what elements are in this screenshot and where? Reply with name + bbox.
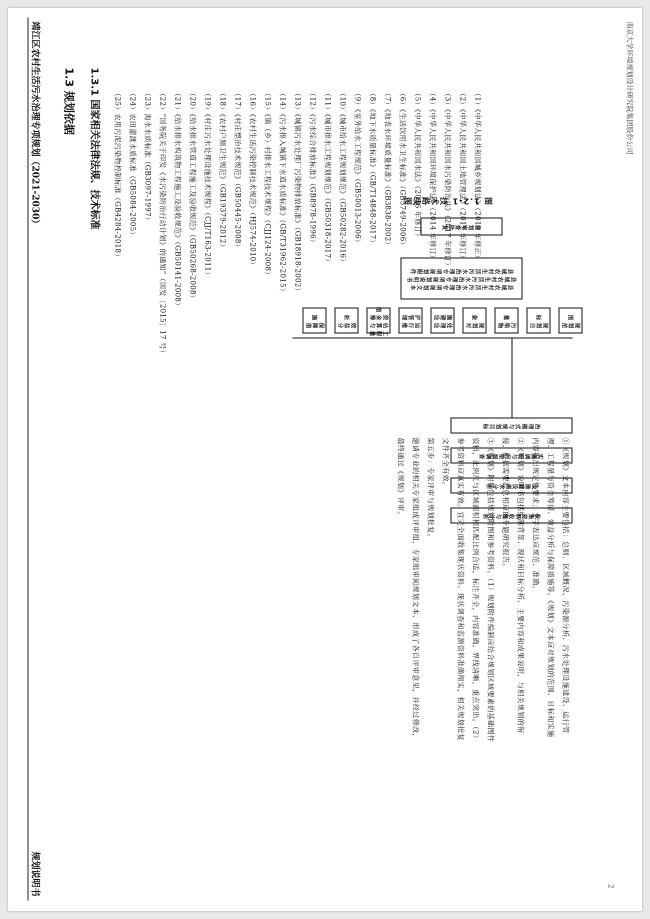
standard-item: （19）《村庄污水处理设施技术规程》（CJJ/T163-2011） [203, 89, 212, 279]
flow-branch-box: 工程量估算与资金筹措 [367, 308, 391, 334]
heading-subsection: 1.3.1 国家相关法律法规、技术标准 [88, 67, 100, 230]
flow-connector [512, 338, 513, 418]
standard-item: （21）《给水排水构筑物工程施工及验收规范》（GB50141-2008） [173, 89, 182, 310]
standard-item: （10）《城市给水工程规划规范》（GB50282-2016） [338, 89, 347, 266]
flow-branch-box: 规划对象 [463, 308, 487, 334]
heading-section: 1.3 规划依据 [62, 67, 76, 135]
flow-branch-box: 污染物量 [495, 308, 519, 334]
header-section: 规划说明书 [29, 851, 40, 897]
paragraph-line: ①《规划》文本内容主要包括：总则、区域概况、污染源分析、污水处理设施建设、运行管 [561, 437, 570, 734]
standard-item: （7）《地表水环境质量标准》（GB3838-2002） [383, 89, 392, 249]
standard-item: （15）《镇（乡）村排水工程技术规程》（CJJ124-2008） [263, 89, 272, 279]
figure-caption: 图 1.2-1 技术路线图 [402, 196, 493, 206]
standard-item: （4）《中华人民共和国环境保护法》（2014 年修订） [428, 89, 437, 263]
paragraph-line: 邀请专业的相关专家组成评审组，专家组审阅规划文本、形成了各自评审意见，并经过修改， [411, 437, 420, 741]
standard-item: （9）《室外给水工程规范》（GB50013-2006） [353, 89, 362, 247]
document-page [8, 8, 642, 911]
standard-item: （1）《中华人民共和国城乡规划法》（2019 年修正） [473, 89, 482, 263]
paragraph-line: 第五步：专家评审与规划批复。 [426, 437, 435, 542]
paragraph-line: ②《规划》说明书包括编制背景、现状和目标分析、主要内容和成果说明，与相关规划的衔 [516, 437, 525, 734]
flow-branch-box: 保障措施 [303, 308, 327, 334]
standard-item: （11）《城市排水工程规划规范》（GB50318-2017） [323, 89, 332, 266]
flow-branch-box: 效益分析 [335, 308, 359, 334]
standard-item: （20）《给水排水管道工程施工及验收规范》（GB50268-2008） [188, 89, 197, 303]
flow-branch-box: 规划目标 [527, 308, 551, 334]
paragraph-line: 资料，比例尺与区域面积相匹配比例合适，标注齐全，内容准确，界线清晰，重点突出。（2） [471, 437, 480, 743]
paragraph-line: 最终通过《规划》评审。 [396, 437, 405, 519]
standard-item: （17）《村庄整治技术规范》（GB50445-2008） [233, 89, 242, 251]
standard-item: （24）农田灌溉水质标准（GB5084-2005） [128, 89, 137, 239]
right-column [63, 68, 483, 458]
header-title: 靖江区农村生活污水治理专项规划（2021-2030） [29, 21, 40, 229]
paragraph-line: ③《规划》附件包括规划附图和参考资料。（1）规划附件编制应结合规划区域要素的基础图件 [486, 437, 495, 743]
flow-output-documents: 县域农村生活污水治理专项规划文本 县域农村生活污水治理专项规划说明书 县域农村生活污水治理专项规划附件 [401, 258, 523, 300]
standard-item: （18）《农村户厕卫生规范》（GB19379-2012） [218, 89, 227, 251]
rotated-page-content [9, 8, 643, 911]
standard-item: （16）《农村生活污染控制技术规范》（HJ574-2010） [248, 89, 257, 269]
flow-review-box: 规划审查批复 [421, 218, 503, 236]
standard-item: （23）海水水质标准（GB3097-1997） [143, 89, 152, 225]
standard-item: （25）农用污泥污染物控制标准（GB4284-2018） [113, 89, 122, 261]
paragraph-line: 文件齐全有效。 [441, 437, 450, 490]
standard-item: （6）《生活饮用水卫生标准》（GB5749-2006） [398, 89, 407, 249]
standard-item: （22）“国务院关于印发《水污染防治行动计划》的通知”（国发〔2015〕17 号） [158, 89, 167, 357]
flow-branch-box: 规划范围 [559, 308, 583, 334]
standard-item: （14）《污水排入城镇下水道水质标准》（GB/T31962-2015） [278, 89, 287, 296]
flow-box-demand-analysis: 设施建设需求分析 [451, 478, 573, 494]
standard-item: （5）《中华人民共和国水法》（2016 年修订） [413, 89, 422, 241]
paragraph-line: 内容提出规定性要求；文字表达应规范、准确。 [531, 437, 540, 593]
flow-branch-box: 处理设施建设 [431, 308, 455, 334]
flow-box-data-collection: 收集资料收集与分析 [451, 508, 573, 524]
header-rule [28, 18, 29, 901]
flow-box-treatment-mode: 治理模式与规划目标 [451, 418, 573, 434]
flow-box-field-survey: 实施调研与污染源调查 [451, 448, 573, 464]
paragraph-line: 参考资料应真实有效。宜完全面收集现状资料。现状调查和监测资料准确翔实，相关规划批复 [456, 437, 465, 741]
standard-item: （13）《城镇污水处理厂污染物排放标准》（GB18918-2002） [293, 89, 302, 295]
paragraph-line: 接，根据需要汇总相应的专题研究报告。 [501, 437, 510, 571]
paragraph-line: 理、工程量与资金筹措、效益分析与保障措施等。《规划》文本应对规划的范围、目标和实施 [546, 437, 555, 738]
standard-item: （8）《地下水质量标准》（GB/T14848-2017） [368, 89, 377, 247]
standard-item: （3）《中华人民共和国水污染防治法》（2017 年修订） [443, 89, 452, 270]
standard-item: （12）《污水综合排放标准》（GB8978-1996） [308, 89, 317, 247]
flow-branch-box: 运行维护管理 [399, 308, 423, 334]
standard-item: （2）《中华人民共和国土地管理法》（2019 年修订） [458, 89, 467, 263]
page-number: 2 [606, 884, 615, 889]
footer-company: 南京大学环境规划设计研究院集团股份公司 [625, 21, 634, 155]
